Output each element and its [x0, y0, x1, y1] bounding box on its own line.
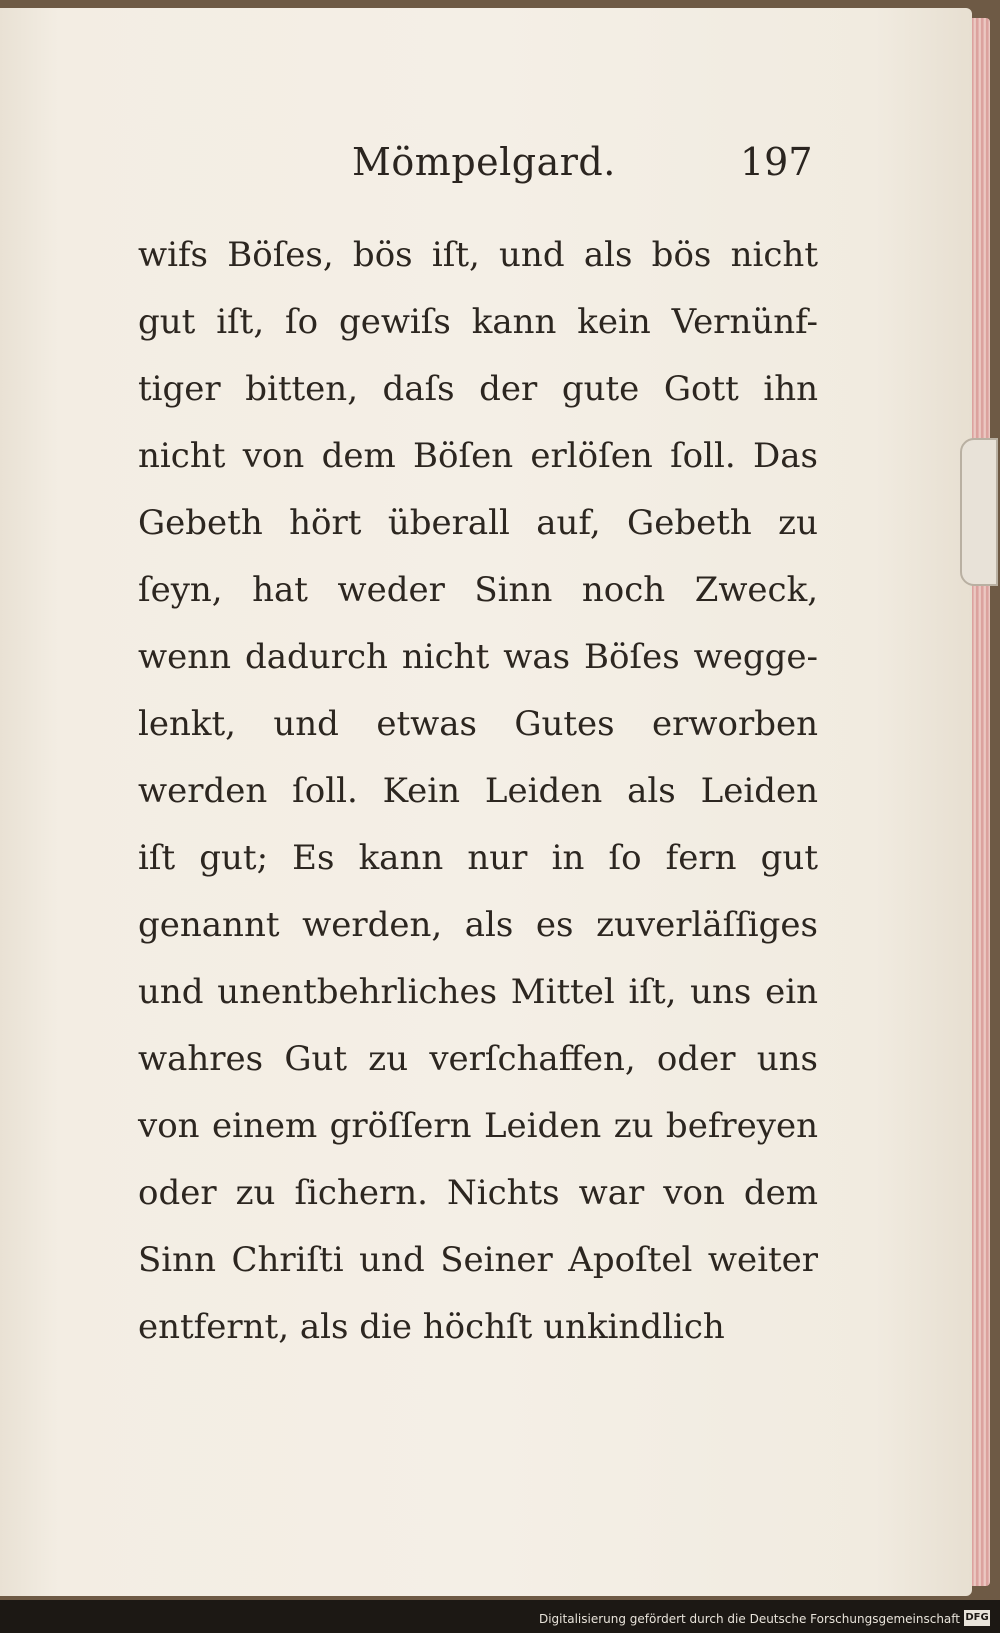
text-line: gut iſt, ſo gewiſs kann kein Vernünf-: [138, 302, 818, 342]
text-line: wahres Gut zu verſchaffen, oder uns: [138, 1039, 818, 1079]
text-line: Sinn Chriſti und Seiner Apoſtel weiter: [138, 1240, 818, 1280]
text-line: wifs Böſes, bös iſt, und als bös nicht: [138, 235, 818, 275]
text-line: nicht von dem Böſen erlöſen ſoll. Das: [138, 436, 818, 476]
text-line: lenkt, und etwas Gutes erworben: [138, 704, 818, 744]
body-text: [138, 222, 818, 1361]
page-edges: [972, 18, 990, 1586]
text-line: iſt gut; Es kann nur in ſo fern gut: [138, 838, 818, 878]
text-line: von einem gröſſern Leiden zu befreyen: [138, 1106, 818, 1146]
text-line: tiger bitten, daſs der gute Gott ihn: [138, 369, 818, 409]
page-tab-marker: [960, 438, 998, 586]
text-line: entfernt, als die höchſt unkindlich: [138, 1307, 725, 1347]
text-line: oder zu ſichern. Nichts war von dem: [138, 1173, 818, 1213]
text-line: werden ſoll. Kein Leiden als Leiden: [138, 771, 818, 811]
page-header: [0, 140, 1000, 200]
text-line: wenn dadurch nicht was Böſes wegge-: [138, 637, 818, 677]
page-number: 197: [740, 140, 813, 184]
dfg-logo: DFG: [964, 1610, 990, 1626]
running-title: Mömpelgard.: [352, 140, 616, 184]
text-line: und unentbehrliches Mittel iſt, uns ein: [138, 972, 818, 1012]
funding-credit: Digitalisierung gefördert durch die Deutsche Forschungsgemeinschaft: [538, 1612, 960, 1626]
text-line: genannt werden, als es zuverläſſiges: [138, 905, 818, 945]
text-line: ſeyn, hat weder Sinn noch Zweck,: [138, 570, 818, 610]
text-line: Gebeth hört überall auf, Gebeth zu: [138, 503, 818, 543]
